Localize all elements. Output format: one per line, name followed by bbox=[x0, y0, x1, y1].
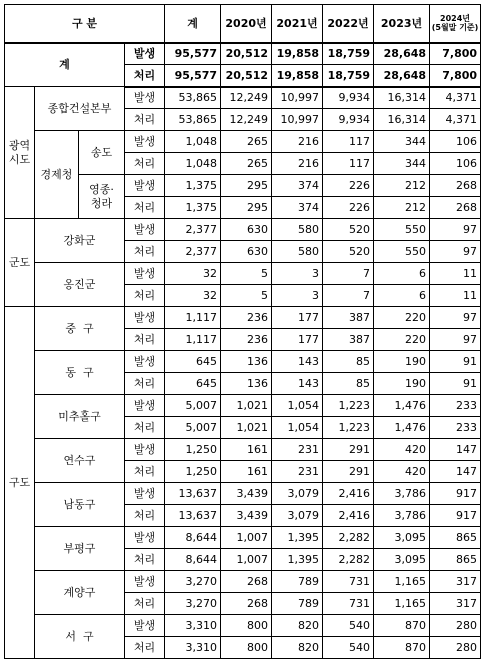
gu-name: 중 구 bbox=[35, 307, 125, 351]
value-cell: 295 bbox=[221, 197, 272, 219]
value-cell: 136 bbox=[221, 351, 272, 373]
table-row bbox=[5, 219, 481, 241]
value-cell: 231 bbox=[272, 439, 323, 461]
grand-total-label: 계 bbox=[5, 43, 125, 87]
value-cell: 95,577 bbox=[165, 65, 221, 87]
type-issued: 발생 bbox=[125, 307, 165, 329]
value-cell: 865 bbox=[430, 527, 481, 549]
gu-name: 연수구 bbox=[35, 439, 125, 483]
type-processed: 처리 bbox=[125, 417, 165, 439]
value-cell: 177 bbox=[272, 329, 323, 351]
value-cell: 3,095 bbox=[374, 549, 430, 571]
value-cell: 13,637 bbox=[165, 483, 221, 505]
value-cell: 2,416 bbox=[323, 505, 374, 527]
value-cell: 1,054 bbox=[272, 395, 323, 417]
value-cell: 28,648 bbox=[374, 65, 430, 87]
value-cell: 280 bbox=[430, 637, 481, 659]
value-cell: 10,997 bbox=[272, 87, 323, 109]
value-cell: 216 bbox=[272, 153, 323, 175]
type-processed: 처리 bbox=[125, 593, 165, 615]
value-cell: 1,375 bbox=[165, 175, 221, 197]
value-cell: 4,371 bbox=[430, 87, 481, 109]
gu-name: 서 구 bbox=[35, 615, 125, 659]
value-cell: 1,048 bbox=[165, 153, 221, 175]
value-cell: 12,249 bbox=[221, 87, 272, 109]
type-issued: 발생 bbox=[125, 395, 165, 417]
value-cell: 387 bbox=[323, 329, 374, 351]
value-cell: 645 bbox=[165, 373, 221, 395]
value-cell: 6 bbox=[374, 263, 430, 285]
type-processed: 처리 bbox=[125, 637, 165, 659]
value-cell: 12,249 bbox=[221, 109, 272, 131]
value-cell: 233 bbox=[430, 395, 481, 417]
table-row bbox=[5, 263, 481, 285]
value-cell: 1,395 bbox=[272, 549, 323, 571]
value-cell: 645 bbox=[165, 351, 221, 373]
type-processed: 처리 bbox=[125, 285, 165, 307]
value-cell: 226 bbox=[323, 197, 374, 219]
value-cell: 387 bbox=[323, 307, 374, 329]
value-cell: 291 bbox=[323, 439, 374, 461]
fez-label: 경제청 bbox=[35, 131, 79, 219]
value-cell: 3,079 bbox=[272, 483, 323, 505]
value-cell: 800 bbox=[221, 637, 272, 659]
section-gun-label: 군도 bbox=[5, 219, 35, 307]
value-cell: 540 bbox=[323, 615, 374, 637]
table-row bbox=[5, 395, 481, 417]
value-cell: 420 bbox=[374, 461, 430, 483]
value-cell: 1,021 bbox=[221, 417, 272, 439]
value-cell: 233 bbox=[430, 417, 481, 439]
value-cell: 1,223 bbox=[323, 417, 374, 439]
value-cell: 2,377 bbox=[165, 241, 221, 263]
value-cell: 226 bbox=[323, 175, 374, 197]
type-issued: 발생 bbox=[125, 175, 165, 197]
type-processed: 처리 bbox=[125, 65, 165, 87]
value-cell: 865 bbox=[430, 549, 481, 571]
value-cell: 91 bbox=[430, 351, 481, 373]
value-cell: 95,577 bbox=[165, 43, 221, 65]
type-issued: 발생 bbox=[125, 527, 165, 549]
gu-name: 남동구 bbox=[35, 483, 125, 527]
value-cell: 731 bbox=[323, 571, 374, 593]
value-cell: 212 bbox=[374, 197, 430, 219]
value-cell: 11 bbox=[430, 285, 481, 307]
value-cell: 19,858 bbox=[272, 65, 323, 87]
header-year-2024 bbox=[430, 5, 481, 43]
value-cell: 7,800 bbox=[430, 65, 481, 87]
value-cell: 265 bbox=[221, 153, 272, 175]
header-year-2024-label: 2024년 bbox=[440, 14, 471, 24]
value-cell: 3,439 bbox=[221, 505, 272, 527]
value-cell: 550 bbox=[374, 219, 430, 241]
table-row bbox=[5, 351, 481, 373]
type-issued: 발생 bbox=[125, 219, 165, 241]
table-row bbox=[5, 439, 481, 461]
value-cell: 2,282 bbox=[323, 527, 374, 549]
value-cell: 85 bbox=[323, 373, 374, 395]
value-cell: 317 bbox=[430, 593, 481, 615]
gun-name: 강화군 bbox=[35, 219, 125, 263]
type-processed: 처리 bbox=[125, 197, 165, 219]
value-cell: 344 bbox=[374, 131, 430, 153]
value-cell: 1,117 bbox=[165, 307, 221, 329]
value-cell: 265 bbox=[221, 131, 272, 153]
value-cell: 7 bbox=[323, 263, 374, 285]
value-cell: 9,934 bbox=[323, 109, 374, 131]
value-cell: 4,371 bbox=[430, 109, 481, 131]
gu-name: 미추홀구 bbox=[35, 395, 125, 439]
yeongjong-name: 영종· 청라 bbox=[79, 175, 125, 219]
type-processed: 처리 bbox=[125, 461, 165, 483]
value-cell: 317 bbox=[430, 571, 481, 593]
header-year-2022: 2022년 bbox=[323, 5, 374, 43]
value-cell: 295 bbox=[221, 175, 272, 197]
value-cell: 1,250 bbox=[165, 461, 221, 483]
value-cell: 268 bbox=[430, 197, 481, 219]
value-cell: 540 bbox=[323, 637, 374, 659]
value-cell: 13,637 bbox=[165, 505, 221, 527]
header-category: 구 분 bbox=[5, 5, 165, 43]
value-cell: 1,007 bbox=[221, 527, 272, 549]
value-cell: 220 bbox=[374, 329, 430, 351]
value-cell: 3,079 bbox=[272, 505, 323, 527]
value-cell: 630 bbox=[221, 241, 272, 263]
value-cell: 18,759 bbox=[323, 43, 374, 65]
value-cell: 1,007 bbox=[221, 549, 272, 571]
table-row bbox=[5, 483, 481, 505]
value-cell: 1,395 bbox=[272, 527, 323, 549]
value-cell: 32 bbox=[165, 263, 221, 285]
type-issued: 발생 bbox=[125, 351, 165, 373]
type-processed: 처리 bbox=[125, 109, 165, 131]
value-cell: 10,997 bbox=[272, 109, 323, 131]
type-processed: 처리 bbox=[125, 153, 165, 175]
value-cell: 5 bbox=[221, 263, 272, 285]
value-cell: 236 bbox=[221, 307, 272, 329]
table-row bbox=[5, 527, 481, 549]
hq-name: 종합건설본부 bbox=[35, 87, 125, 131]
value-cell: 291 bbox=[323, 461, 374, 483]
value-cell: 374 bbox=[272, 175, 323, 197]
type-processed: 처리 bbox=[125, 241, 165, 263]
type-processed: 처리 bbox=[125, 505, 165, 527]
value-cell: 3,270 bbox=[165, 593, 221, 615]
header-total: 계 bbox=[165, 5, 221, 43]
value-cell: 106 bbox=[430, 131, 481, 153]
value-cell: 16,314 bbox=[374, 87, 430, 109]
value-cell: 143 bbox=[272, 351, 323, 373]
value-cell: 220 bbox=[374, 307, 430, 329]
value-cell: 9,934 bbox=[323, 87, 374, 109]
value-cell: 161 bbox=[221, 439, 272, 461]
value-cell: 520 bbox=[323, 219, 374, 241]
value-cell: 143 bbox=[272, 373, 323, 395]
value-cell: 268 bbox=[221, 571, 272, 593]
value-cell: 1,476 bbox=[374, 395, 430, 417]
section-gu-label: 구도 bbox=[5, 307, 35, 659]
value-cell: 117 bbox=[323, 153, 374, 175]
header-year-2021: 2021년 bbox=[272, 5, 323, 43]
value-cell: 18,759 bbox=[323, 65, 374, 87]
value-cell: 11 bbox=[430, 263, 481, 285]
value-cell: 20,512 bbox=[221, 65, 272, 87]
value-cell: 106 bbox=[430, 153, 481, 175]
value-cell: 1,117 bbox=[165, 329, 221, 351]
value-cell: 19,858 bbox=[272, 43, 323, 65]
value-cell: 97 bbox=[430, 329, 481, 351]
gu-name: 동 구 bbox=[35, 351, 125, 395]
value-cell: 3,310 bbox=[165, 637, 221, 659]
header-year-2023: 2023년 bbox=[374, 5, 430, 43]
gu-name: 부평구 bbox=[35, 527, 125, 571]
value-cell: 280 bbox=[430, 615, 481, 637]
value-cell: 1,054 bbox=[272, 417, 323, 439]
value-cell: 53,865 bbox=[165, 87, 221, 109]
value-cell: 97 bbox=[430, 219, 481, 241]
value-cell: 789 bbox=[272, 571, 323, 593]
value-cell: 731 bbox=[323, 593, 374, 615]
value-cell: 870 bbox=[374, 637, 430, 659]
value-cell: 1,476 bbox=[374, 417, 430, 439]
value-cell: 53,865 bbox=[165, 109, 221, 131]
type-issued: 발생 bbox=[125, 483, 165, 505]
value-cell: 85 bbox=[323, 351, 374, 373]
value-cell: 3,270 bbox=[165, 571, 221, 593]
value-cell: 5 bbox=[221, 285, 272, 307]
table-row bbox=[5, 43, 481, 65]
value-cell: 216 bbox=[272, 131, 323, 153]
type-processed: 처리 bbox=[125, 329, 165, 351]
value-cell: 550 bbox=[374, 241, 430, 263]
value-cell: 161 bbox=[221, 461, 272, 483]
value-cell: 117 bbox=[323, 131, 374, 153]
type-issued: 발생 bbox=[125, 131, 165, 153]
value-cell: 32 bbox=[165, 285, 221, 307]
value-cell: 6 bbox=[374, 285, 430, 307]
type-issued: 발생 bbox=[125, 263, 165, 285]
statistics-table bbox=[4, 4, 481, 659]
value-cell: 7,800 bbox=[430, 43, 481, 65]
gun-name: 옹진군 bbox=[35, 263, 125, 307]
value-cell: 190 bbox=[374, 351, 430, 373]
type-issued: 발생 bbox=[125, 571, 165, 593]
value-cell: 190 bbox=[374, 373, 430, 395]
value-cell: 1,021 bbox=[221, 395, 272, 417]
value-cell: 268 bbox=[430, 175, 481, 197]
value-cell: 630 bbox=[221, 219, 272, 241]
value-cell: 8,644 bbox=[165, 527, 221, 549]
value-cell: 820 bbox=[272, 615, 323, 637]
value-cell: 147 bbox=[430, 439, 481, 461]
type-issued: 발생 bbox=[125, 43, 165, 65]
value-cell: 2,377 bbox=[165, 219, 221, 241]
value-cell: 136 bbox=[221, 373, 272, 395]
value-cell: 20,512 bbox=[221, 43, 272, 65]
value-cell: 917 bbox=[430, 505, 481, 527]
value-cell: 5,007 bbox=[165, 417, 221, 439]
value-cell: 3 bbox=[272, 285, 323, 307]
value-cell: 28,648 bbox=[374, 43, 430, 65]
type-processed: 처리 bbox=[125, 549, 165, 571]
value-cell: 236 bbox=[221, 329, 272, 351]
value-cell: 2,282 bbox=[323, 549, 374, 571]
table-row bbox=[5, 131, 481, 153]
type-processed: 처리 bbox=[125, 373, 165, 395]
value-cell: 1,223 bbox=[323, 395, 374, 417]
value-cell: 212 bbox=[374, 175, 430, 197]
value-cell: 870 bbox=[374, 615, 430, 637]
value-cell: 177 bbox=[272, 307, 323, 329]
value-cell: 268 bbox=[221, 593, 272, 615]
table-row bbox=[5, 571, 481, 593]
value-cell: 3,095 bbox=[374, 527, 430, 549]
value-cell: 374 bbox=[272, 197, 323, 219]
value-cell: 820 bbox=[272, 637, 323, 659]
value-cell: 7 bbox=[323, 285, 374, 307]
value-cell: 1,165 bbox=[374, 593, 430, 615]
header-row bbox=[5, 5, 481, 43]
value-cell: 231 bbox=[272, 461, 323, 483]
value-cell: 580 bbox=[272, 241, 323, 263]
header-year-2024-note: (5월말 기준) bbox=[431, 23, 479, 33]
value-cell: 1,250 bbox=[165, 439, 221, 461]
value-cell: 344 bbox=[374, 153, 430, 175]
value-cell: 789 bbox=[272, 593, 323, 615]
value-cell: 16,314 bbox=[374, 109, 430, 131]
value-cell: 91 bbox=[430, 373, 481, 395]
table-row bbox=[5, 87, 481, 109]
value-cell: 3,310 bbox=[165, 615, 221, 637]
value-cell: 8,644 bbox=[165, 549, 221, 571]
value-cell: 1,165 bbox=[374, 571, 430, 593]
value-cell: 5,007 bbox=[165, 395, 221, 417]
type-issued: 발생 bbox=[125, 615, 165, 637]
type-issued: 발생 bbox=[125, 87, 165, 109]
value-cell: 2,416 bbox=[323, 483, 374, 505]
value-cell: 1,048 bbox=[165, 131, 221, 153]
songdo-name: 송도 bbox=[79, 131, 125, 175]
table-row bbox=[5, 615, 481, 637]
value-cell: 3 bbox=[272, 263, 323, 285]
value-cell: 420 bbox=[374, 439, 430, 461]
value-cell: 1,375 bbox=[165, 197, 221, 219]
gu-name: 계양구 bbox=[35, 571, 125, 615]
value-cell: 97 bbox=[430, 241, 481, 263]
value-cell: 917 bbox=[430, 483, 481, 505]
value-cell: 800 bbox=[221, 615, 272, 637]
value-cell: 520 bbox=[323, 241, 374, 263]
value-cell: 97 bbox=[430, 307, 481, 329]
value-cell: 580 bbox=[272, 219, 323, 241]
table-row bbox=[5, 307, 481, 329]
value-cell: 3,439 bbox=[221, 483, 272, 505]
header-year-2020: 2020년 bbox=[221, 5, 272, 43]
value-cell: 3,786 bbox=[374, 505, 430, 527]
value-cell: 3,786 bbox=[374, 483, 430, 505]
section-metro-label: 광역 시도 bbox=[5, 87, 35, 219]
value-cell: 147 bbox=[430, 461, 481, 483]
type-issued: 발생 bbox=[125, 439, 165, 461]
